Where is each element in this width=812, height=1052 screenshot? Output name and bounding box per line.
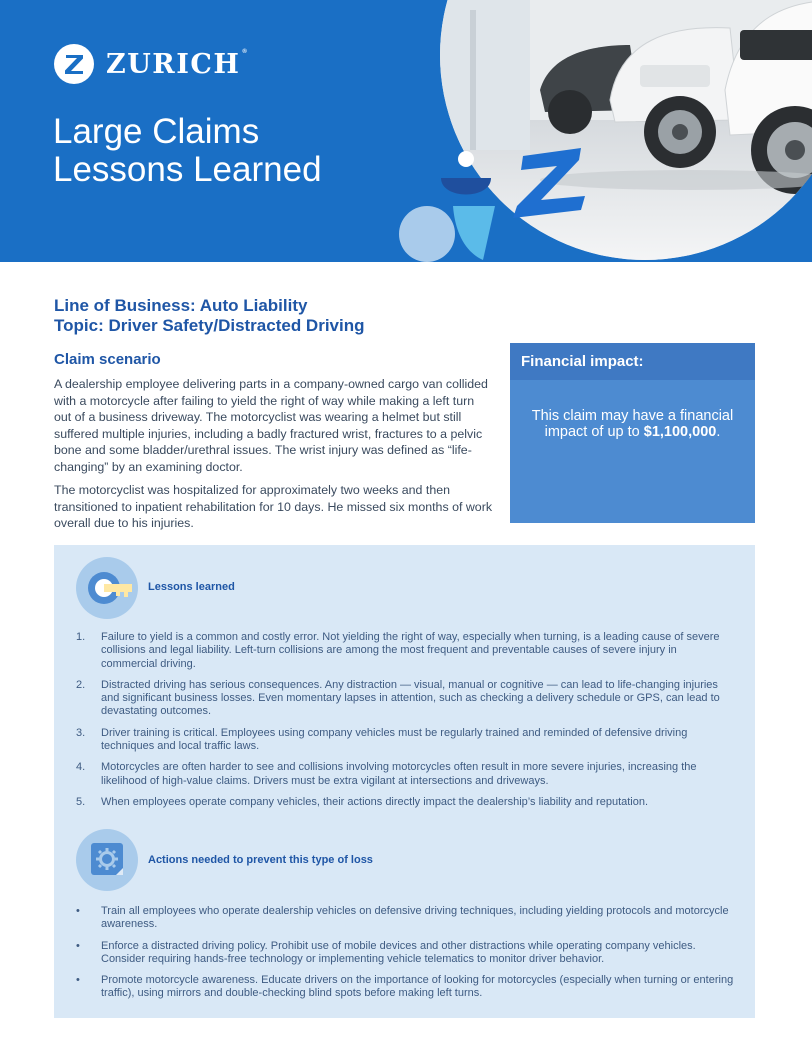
- page-title: [53, 113, 322, 189]
- financial-impact-amount: $1,100,000: [643, 423, 717, 440]
- financial-impact-text: This claim may have a financial impact of up to $1,100,000.: [531, 408, 734, 440]
- lessons-panel: [54, 545, 755, 1018]
- actions-needed-heading: Actions needed to prevent this type of loss: [148, 854, 373, 866]
- line-of-business: Line of Business: Auto Liability: [54, 296, 308, 315]
- line-of-business-heading: [54, 296, 365, 336]
- zurich-logo-icon: [54, 44, 94, 84]
- financial-impact-panel: [510, 343, 755, 523]
- scenario-paragraph-1: A dealership employee delivering parts in a company-owned cargo van collided with a motorcycle after failing to yield the right of way while making a left turn out of a business driveway. The motorcyclist was wearing a helmet but still suffered multiple injuries, including a badly fractured wrist, fractures to a pelvic bone and some bladder/urethral issues. The wrist injury was defined as “life-changing” by an examining doctor.: [54, 377, 488, 474]
- list-item: 3. Driver training is critical. Employees using company vehicles must be regularly trained and reminded of defensive driving techniques and local traffic laws.: [76, 726, 688, 753]
- brand-name: ZURICH ®: [106, 48, 249, 80]
- list-item: 5. When employees operate company vehicles, their actions directly impact the dealership’s liability and reputation.: [76, 795, 649, 808]
- topic: Topic: Driver Safety/Distracted Driving: [54, 316, 365, 335]
- decorative-shapes: [395, 140, 595, 262]
- financial-impact-heading: Financial impact:: [510, 343, 755, 380]
- gear-icon: [76, 829, 138, 891]
- scenario-paragraph-2: The motorcyclist was hospitalized for approximately two weeks and then transitioned to inpatient rehabilitation for 10 days. He missed six months of work overall due to his injuries.: [54, 483, 493, 530]
- lessons-learned-heading: Lessons learned: [148, 581, 235, 593]
- zurich-logo[interactable]: [54, 44, 248, 84]
- hero-banner: [0, 0, 812, 262]
- key-icon: [76, 557, 138, 619]
- lessons-list: [76, 631, 736, 817]
- list-item: 2. Distracted driving has serious consequences. Any distraction — visual, manual or cognitive — can lead to life-changing injuries and significant business losses. Even momentary lapses in attention, such as checking a delivery schedule or GPS, can lead to devastating outcomes.: [76, 678, 720, 718]
- claim-scenario-heading: Claim scenario: [54, 351, 161, 368]
- list-item: 1. Failure to yield is a common and costly error. Not yielding the right of way, especially when turning, is a leading cause of severe collisions and legal liability. Left-turn collisions are among the most frequent and preventable causes of severe injury in commercial driving.: [76, 631, 720, 670]
- actions-list: [76, 905, 736, 1009]
- list-item: • Enforce a distracted driving policy. Prohibit use of mobile devices and other distractions while operating company vehicles. Consider requiring hands-free technology or implementing vehicle telematics to monitor driver behavior.: [76, 939, 696, 965]
- list-item: • Promote motorcycle awareness. Educate drivers on the importance of looking for motorcycles (especially when turning or entering traffic), using mirrors and double-checking blind spots before making left turns.: [76, 974, 734, 1000]
- page-title-line-2: Lessons Learned: [53, 150, 322, 189]
- claim-scenario-text: [54, 376, 494, 539]
- list-item: • Train all employees who operate dealership vehicles on defensive driving techniques, including yielding protocols and motorcycle awareness.: [76, 905, 729, 931]
- list-item: 4. Motorcycles are often harder to see and collisions involving motorcycles often result in more severe injuries, increasing the likelihood of high-value claims. Drivers must be extra vigilant at intersections and driveways.: [76, 761, 697, 787]
- page-title-line-1: Large Claims: [53, 112, 260, 151]
